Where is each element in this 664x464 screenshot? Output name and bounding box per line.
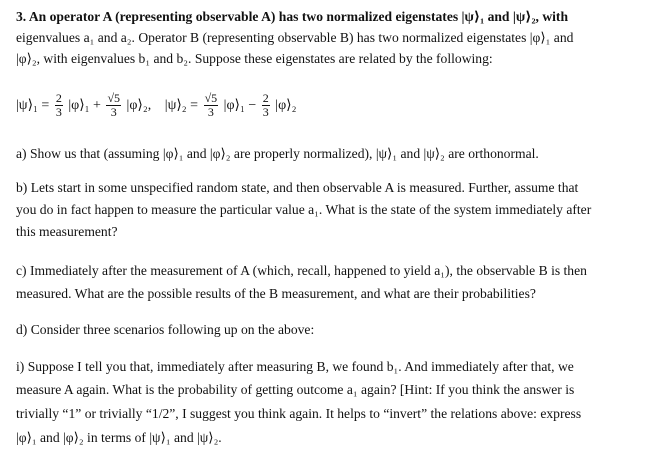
- psi1-lhs: |ψ⟩₁ =: [16, 98, 50, 113]
- part-a: a) Show us that (assuming |φ⟩₁ and |φ⟩₂ are properly normalized), |ψ⟩₁ and |ψ⟩₂ are orthonormal.: [16, 146, 539, 161]
- phi1-term: |φ⟩₁ +: [68, 98, 101, 113]
- part-b-line-1: b) Lets start in some unspecified random state, and then observable A is measured. Further, assume that: [16, 180, 579, 195]
- fraction-2-over-3: $\frac{2}{3}$: [55, 91, 62, 119]
- fraction-sqrt5-over-3-b: $\frac{√5}{3}$: [204, 91, 218, 119]
- intro-line-1: 3. An operator A (representing observable A) has two normalized eigenstates |ψ⟩₁ and |ψ⟩₂, with: [16, 9, 569, 24]
- phi2-term: |φ⟩₂,: [126, 98, 152, 113]
- part-c-line-2: measured. What are the possible results of the B measurement, and what are their probabilities?: [16, 286, 536, 301]
- part-i-line-3: trivially “1” or trivially “1/2”, I suggest you think again. It helps to “invert” the relations above: express: [16, 406, 582, 421]
- psi2-lhs: |ψ⟩₂ =: [164, 98, 199, 113]
- part-c-line-1: c) Immediately after the measurement of A (which, recall, happened to yield a₁), the observable B is then: [16, 263, 587, 278]
- part-d: d) Consider three scenarios following up on the above:: [16, 322, 315, 337]
- intro-line-2: eigenvalues a₁ and a₂. Operator B (representing observable B) has two normalized eigenstates |φ⟩₁ and: [16, 30, 574, 45]
- phi1-term-b: |φ⟩₁ −: [223, 98, 257, 113]
- fraction-2-over-3-b: $\frac{2}{3}$: [262, 91, 269, 119]
- eigenstate-relations: [16, 92, 297, 136]
- part-i-line-1: i) Suppose I tell you that, immediately after measuring B, we found b₁. And immediately after that, we: [16, 359, 574, 374]
- part-i-line-4: |φ⟩₁ and |φ⟩₂ in terms of |ψ⟩₁ and |ψ⟩₂.: [16, 430, 222, 445]
- part-i-line-2: measure A again. What is the probability of getting outcome a₁ again? [Hint: If you think the answer is: [16, 382, 575, 397]
- phi2-term-b: |φ⟩₂: [275, 98, 297, 113]
- fraction-sqrt5-over-3: $\frac{√5}{3}$: [107, 91, 121, 119]
- part-b-line-3: this measurement?: [16, 224, 118, 239]
- part-b-line-2: you do in fact happen to measure the particular value a₁. What is the state of the system immediately after: [16, 202, 592, 217]
- intro-line-3: |φ⟩₂, with eigenvalues b₁ and b₂. Suppose these eigenstates are related by the following:: [16, 51, 493, 66]
